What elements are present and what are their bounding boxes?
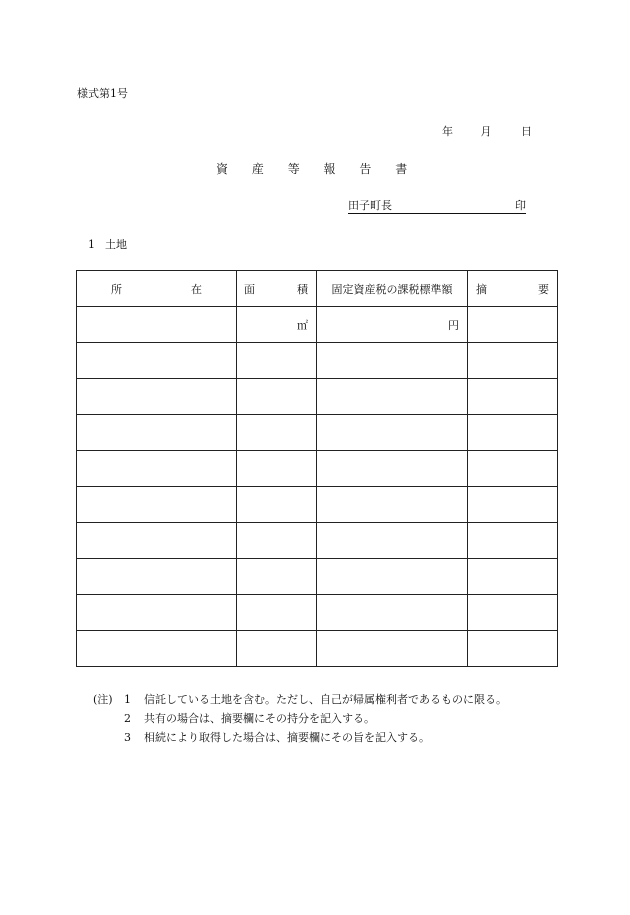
table-row: [77, 451, 558, 487]
header-location: [77, 271, 237, 307]
cell-remarks[interactable]: [468, 487, 558, 523]
table-header-row: [77, 271, 558, 307]
notes-label: (注): [93, 693, 113, 706]
table-row: [77, 415, 558, 451]
cell-tax-base[interactable]: [317, 559, 468, 595]
header-remarks: [468, 271, 558, 307]
cell-remarks[interactable]: [468, 631, 558, 667]
cell-location[interactable]: [77, 379, 237, 415]
note-number: 1: [124, 693, 131, 706]
cell-tax-base[interactable]: [317, 307, 468, 343]
cell-area[interactable]: [237, 343, 317, 379]
table-row: [77, 523, 558, 559]
section-title: [88, 236, 127, 252]
date-month-label: 月: [480, 125, 492, 138]
title-char: 書: [395, 162, 408, 176]
cell-location[interactable]: [77, 487, 237, 523]
title-char: 告: [359, 162, 372, 176]
title-char: 資: [216, 162, 229, 176]
land-table: [76, 270, 558, 667]
cell-area[interactable]: [237, 523, 317, 559]
recipient-name: 田子町長: [348, 199, 392, 212]
cell-tax-base[interactable]: [317, 343, 468, 379]
cell-tax-base[interactable]: [317, 523, 468, 559]
cell-location[interactable]: [77, 415, 237, 451]
cell-location[interactable]: [77, 307, 237, 343]
recipient-line: [348, 197, 526, 214]
cell-remarks[interactable]: [468, 415, 558, 451]
header-char: 面: [244, 282, 255, 296]
header-char: 在: [191, 282, 202, 296]
cell-remarks[interactable]: [468, 307, 558, 343]
seal-mark: 印: [515, 199, 526, 212]
cell-location[interactable]: [77, 523, 237, 559]
section-label: 土地: [105, 238, 127, 251]
cell-area[interactable]: [237, 451, 317, 487]
cell-location[interactable]: [77, 451, 237, 487]
cell-tax-base[interactable]: [317, 631, 468, 667]
header-char: 積: [297, 282, 308, 296]
form-number: 様式第1号: [77, 87, 128, 100]
cell-location[interactable]: [77, 559, 237, 595]
cell-tax-base[interactable]: [317, 595, 468, 631]
note-number: 3: [124, 731, 131, 744]
cell-remarks[interactable]: [468, 559, 558, 595]
cell-area[interactable]: [237, 631, 317, 667]
table-row: [77, 379, 558, 415]
cell-area[interactable]: [237, 559, 317, 595]
document-title: [216, 160, 407, 177]
cell-area[interactable]: [237, 415, 317, 451]
note-item: [93, 728, 507, 747]
cell-area[interactable]: [237, 487, 317, 523]
header-char: 要: [538, 282, 549, 296]
unit-yen: 円: [448, 318, 459, 332]
header-tax-base: [317, 271, 468, 307]
cell-location[interactable]: [77, 595, 237, 631]
title-char: 等: [287, 162, 300, 176]
cell-remarks[interactable]: [468, 379, 558, 415]
table-row: [77, 343, 558, 379]
header-area: [237, 271, 317, 307]
note-text: 共有の場合は、摘要欄にその持分を記入する。: [144, 712, 375, 725]
note-item: [93, 709, 507, 728]
section-number: 1: [88, 238, 95, 251]
note-text: 相続により取得した場合は、摘要欄にその旨を記入する。: [144, 731, 430, 744]
notes: [93, 690, 507, 747]
cell-tax-base[interactable]: [317, 487, 468, 523]
table-row: [77, 307, 558, 343]
table-row: [77, 487, 558, 523]
note-item: [93, 690, 507, 709]
cell-remarks[interactable]: [468, 523, 558, 559]
cell-remarks[interactable]: [468, 595, 558, 631]
header-text: 固定資産税の課税標準額: [331, 282, 453, 296]
cell-remarks[interactable]: [468, 451, 558, 487]
header-char: 摘: [476, 282, 487, 296]
cell-area[interactable]: [237, 379, 317, 415]
table-row: [77, 595, 558, 631]
cell-tax-base[interactable]: [317, 379, 468, 415]
note-number: 2: [124, 712, 131, 725]
cell-tax-base[interactable]: [317, 415, 468, 451]
date-line: [442, 123, 532, 139]
header-char: 所: [111, 282, 122, 296]
cell-tax-base[interactable]: [317, 451, 468, 487]
table-row: [77, 631, 558, 667]
date-year-label: 年: [442, 125, 453, 138]
cell-area[interactable]: [237, 595, 317, 631]
unit-square-meter: ㎡: [297, 318, 308, 332]
table-row: [77, 559, 558, 595]
cell-area[interactable]: [237, 307, 317, 343]
title-char: 報: [323, 162, 336, 176]
date-day-label: 日: [521, 125, 532, 138]
cell-location[interactable]: [77, 631, 237, 667]
title-char: 産: [251, 162, 264, 176]
cell-remarks[interactable]: [468, 343, 558, 379]
cell-location[interactable]: [77, 343, 237, 379]
note-text: 信託している土地を含む。ただし、自己が帰属権利者であるものに限る。: [144, 693, 507, 706]
